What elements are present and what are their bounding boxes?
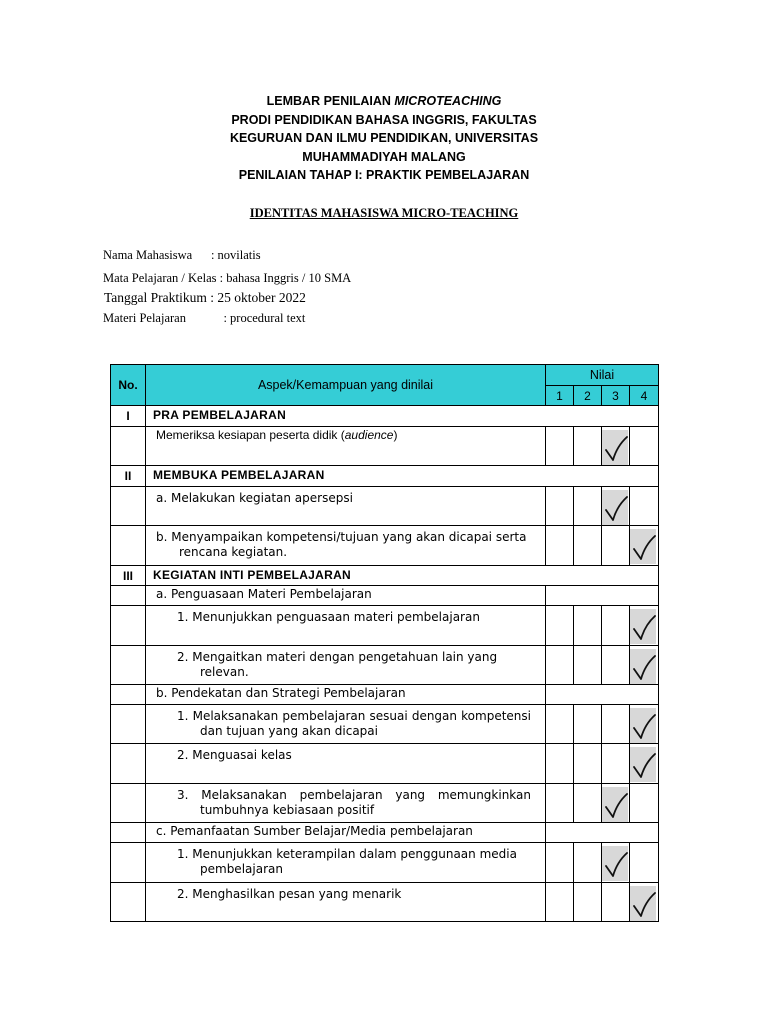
table-row xyxy=(111,883,659,922)
item-text: 3. Melaksanakan pembelajaran yang memungkinkan tumbuhnya kebiasaan positif xyxy=(146,784,546,823)
title-line-2: PRODI PENDIDIKAN BAHASA INGGRIS, FAKULTAS xyxy=(231,112,537,127)
subsection-row xyxy=(111,586,659,606)
checkmark-icon xyxy=(630,708,656,743)
checkmark-icon xyxy=(602,430,628,465)
header-aspect: Aspek/Kemampuan yang dinilai xyxy=(146,365,546,406)
checkmark-icon xyxy=(630,649,656,684)
identity-heading: IDENTITAS MAHASISWA MICRO-TEACHING xyxy=(249,206,519,220)
section-number: III xyxy=(111,566,146,586)
table-row xyxy=(111,784,659,823)
item-text: 2. Menguasai kelas xyxy=(146,744,546,784)
item-text: 1. Melaksanakan pembelajaran sesuai dengan kompetensi dan tujuan yang akan dicapai xyxy=(146,705,546,744)
score-col-4: 4 xyxy=(630,386,659,406)
item-text: 2. Mengaitkan materi dengan pengetahuan lain yang relevan. xyxy=(146,646,546,685)
section-row xyxy=(111,566,659,586)
subsection-title: a. Penguasaan Materi Pembelajaran xyxy=(146,586,546,606)
checkmark-icon xyxy=(630,747,656,782)
checkmark-icon xyxy=(630,529,656,564)
assessment-table xyxy=(110,364,659,922)
section-row xyxy=(111,466,659,487)
section-number: I xyxy=(111,406,146,427)
title-line-1: LEMBAR PENILAIAN MICROTEACHING xyxy=(266,94,502,108)
checkmark-icon xyxy=(630,886,656,921)
item-text: b. Menyampaikan kompetensi/tujuan yang akan dicapai serta rencana kegiatan. xyxy=(146,526,546,566)
title-line-5: PENILAIAN TAHAP I: PRAKTIK PEMBELAJARAN xyxy=(238,168,530,182)
score-col-2: 2 xyxy=(574,386,602,406)
subsection-title: c. Pemanfaatan Sumber Belajar/Media pembelajaran xyxy=(146,823,546,843)
subsection-title: b. Pendekatan dan Strategi Pembelajaran xyxy=(146,685,546,705)
section-title: KEGIATAN INTI PEMBELAJARAN xyxy=(146,566,659,586)
item-text: 2. Menghasilkan pesan yang menarik xyxy=(146,883,546,922)
subsection-row xyxy=(111,823,659,843)
subject-class-field: Mata Pelajaran / Kelas : bahasa Inggris / 10 SMA xyxy=(103,271,352,285)
table-row xyxy=(111,744,659,784)
section-row xyxy=(111,406,659,427)
table-row xyxy=(111,646,659,685)
header-score: Nilai xyxy=(546,365,659,386)
section-title: PRA PEMBELAJARAN xyxy=(146,406,659,427)
subsection-row xyxy=(111,685,659,705)
score-col-3: 3 xyxy=(602,386,630,406)
table-row xyxy=(111,606,659,646)
checkmark-icon xyxy=(630,609,656,644)
item-text: a. Melakukan kegiatan apersepsi xyxy=(146,487,546,526)
section-title: MEMBUKA PEMBELAJARAN xyxy=(146,466,659,487)
table-row xyxy=(111,427,659,466)
title-line-3: KEGURUAN DAN ILMU PENDIDIKAN, UNIVERSITAS xyxy=(229,131,539,145)
checkmark-icon xyxy=(602,846,628,881)
checkmark-icon xyxy=(602,787,628,822)
practice-date-field: Tanggal Praktikum : 25 oktober 2022 xyxy=(104,290,306,305)
table-row xyxy=(111,526,659,566)
document-title xyxy=(0,92,768,185)
checkmark-icon xyxy=(602,490,628,525)
section-number: II xyxy=(111,466,146,487)
item-text: 1. Menunjukkan penguasaan materi pembelajaran xyxy=(146,606,546,646)
table-row xyxy=(111,843,659,883)
header-no: No. xyxy=(111,365,146,406)
score-col-1: 1 xyxy=(546,386,574,406)
table-row xyxy=(111,487,659,526)
item-text: 1. Menunjukkan keterampilan dalam penggunaan media pembelajaran xyxy=(146,843,546,883)
item-text: Memeriksa kesiapan peserta didik (audience) xyxy=(146,427,546,466)
material-field: Materi Pelajaran : procedural text xyxy=(103,311,306,325)
title-line-4: MUHAMMADIYAH MALANG xyxy=(302,149,466,164)
table-row xyxy=(111,705,659,744)
student-name-field: Nama Mahasiswa : novilatis xyxy=(103,248,261,262)
